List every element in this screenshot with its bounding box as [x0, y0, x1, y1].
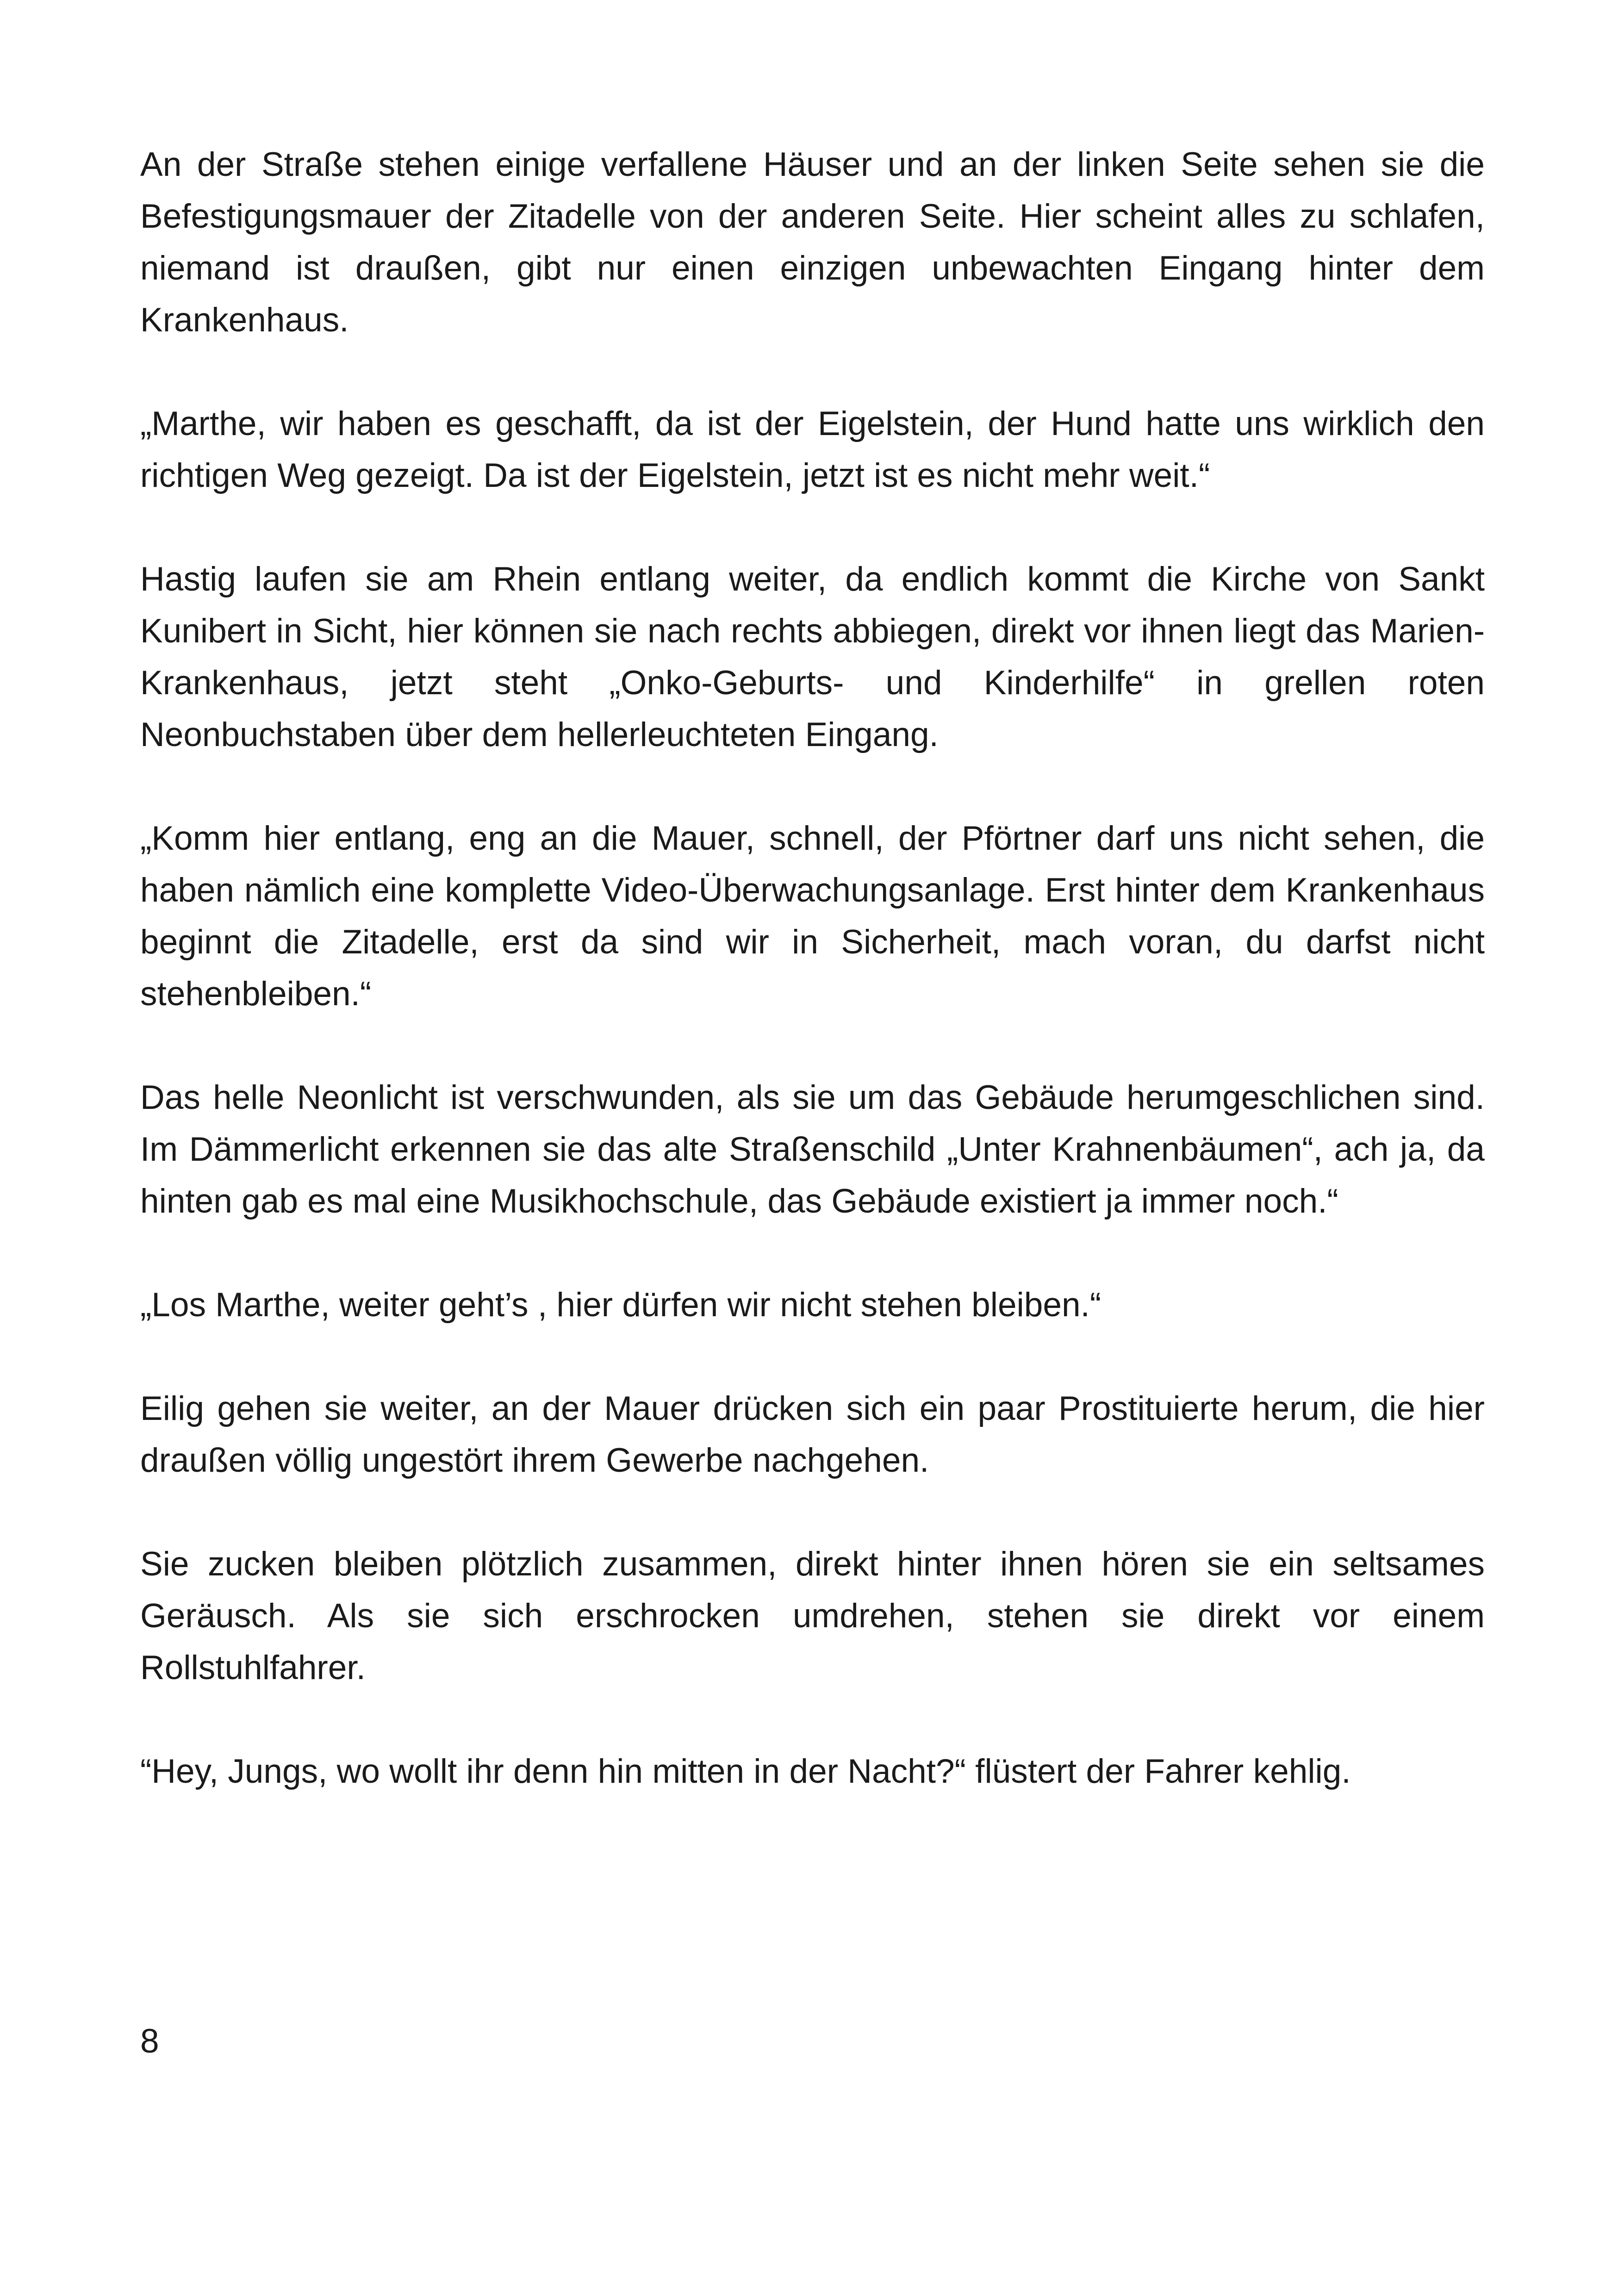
paragraph: “Hey, Jungs, wo wollt ihr denn hin mitten in der Nacht?“ flüstert der Fahrer kehlig.: [140, 1753, 1351, 1790]
paragraph: An der Straße stehen einige verfallene Häuser und an der linken Seite sehen sie die Befestigungsmauer der Zitadelle von der anderen Seite. Hier scheint alles zu schlafen, niemand ist draußen, gibt nur einen einzigen unbewachten Eingang hinter dem Krankenhaus.: [140, 146, 1485, 339]
paragraph: „Komm hier entlang, eng an die Mauer, schnell, der Pförtner darf uns nicht sehen, die haben nämlich eine komplette Video-Überwachungsanlage. Erst hinter dem Krankenhaus beginnt die Zitadelle, erst da sind wir in Sicherheit, mach voran, du darfst nicht stehenbleiben.“: [140, 820, 1485, 1013]
body-text: [140, 139, 1485, 1798]
paragraph: Das helle Neonlicht ist verschwunden, als sie um das Gebäude herumgeschlichen sind. Im Dämmerlicht erkennen sie das alte Straßenschild „Unter Krahnenbäumen“, ach ja, da hinten gab es mal eine Musikhochschule, das Gebäude existiert ja immer noch.“: [140, 1079, 1485, 1220]
page-number: 8: [140, 2022, 159, 2060]
paragraph: „Los Marthe, weiter geht’s , hier dürfen wir nicht stehen bleiben.“: [140, 1286, 1101, 1324]
paragraph: Sie zucken bleiben plötzlich zusammen, direkt hinter ihnen hören sie ein seltsames Geräusch. Als sie sich erschrocken umdrehen, stehen sie direkt vor einem Rollstuhlfahrer.: [140, 1545, 1485, 1686]
paragraph: Eilig gehen sie weiter, an der Mauer drücken sich ein paar Prostituierte herum, die hier draußen völlig ungestört ihrem Gewerbe nachgehen.: [140, 1390, 1485, 1479]
paragraph: Hastig laufen sie am Rhein entlang weiter, da endlich kommt die Kirche von Sankt Kunibert in Sicht, hier können sie nach rechts abbiegen, direkt vor ihnen liegt das Marien-Krankenhaus, jetzt steht „Onko-Geburts- und Kinderhilfe“ in grellen roten Neonbuchstaben über dem hellerleuchteten Eingang.: [140, 560, 1485, 753]
paragraph: „Marthe, wir haben es geschafft, da ist der Eigelstein, der Hund hatte uns wirklich den richtigen Weg gezeigt. Da ist der Eigelstein, jetzt ist es nicht mehr weit.“: [140, 405, 1485, 494]
